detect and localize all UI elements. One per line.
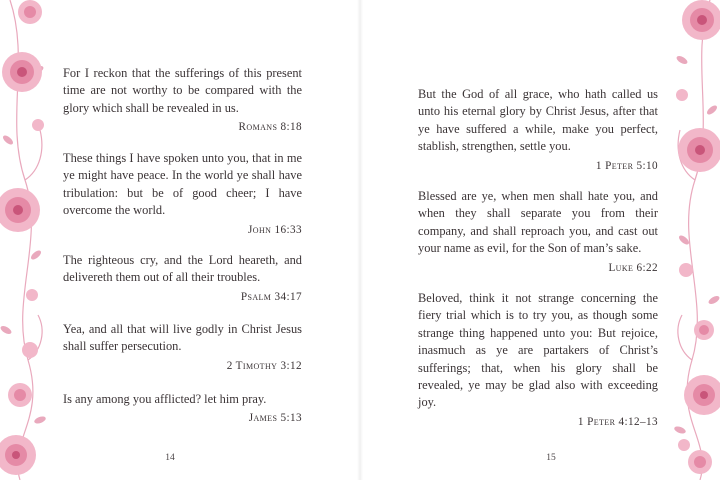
verse-block	[63, 252, 302, 304]
verse-reference: Psalm 34:17	[240, 290, 302, 303]
right-page	[360, 0, 720, 480]
verse-reference: John 16:33	[248, 223, 302, 236]
verse-block	[63, 65, 302, 134]
verse-reference: James 5:13	[248, 412, 302, 425]
verse-text: Yea, and all that will live godly in Christ Jesus shall suffer persecution.	[63, 322, 302, 354]
page-number: 14	[165, 453, 175, 463]
verse-block	[418, 290, 658, 429]
verse-text: The righteous cry, and the Lord heareth, and delivereth them out of all their troubles.	[63, 253, 302, 285]
verse-block	[418, 86, 658, 173]
verse-block	[418, 188, 658, 275]
verse-reference: Luke 6:22	[608, 261, 658, 274]
verse-reference: 2 Timothy 3:12	[226, 359, 302, 372]
verse-reference: 1 Peter 4:12–13	[577, 415, 658, 428]
verse-text: These things I have spoken unto you, that in me ye might have peace. In the world ye shall have tribulation: but be of good cheer; I have overcome the world.	[63, 151, 302, 218]
verse-block	[63, 321, 302, 373]
verse-text: But the God of all grace, who hath called us unto his eternal glory by Christ Jesus, after that ye have suffered a while, make you perfect, stablish, strengthen, settle you.	[418, 87, 658, 154]
verse-text: Blessed are ye, when men shall hate you, and when they shall separate you from their company, and shall reproach you, and cast out your name as evil, for the Son of man’s sake.	[418, 189, 658, 256]
verse-block	[63, 150, 302, 237]
verse-reference: 1 Peter 5:10	[595, 159, 658, 172]
verse-text: Beloved, think it not strange concerning the fiery trial which is to try you, as though some strange thing happened unto you: But rejoice, inasmuch as ye are partakers of Christ’s sufferings; that, when his glory shall be revealed, ye may be glad also with exceeding joy.	[418, 291, 658, 410]
verse-reference: Romans 8:18	[238, 121, 302, 134]
verse-block	[63, 391, 302, 425]
verse-text: For I reckon that the sufferings of this present time are not worthy to be compared with the glory which shall be revealed in us.	[63, 66, 302, 115]
page-number: 15	[546, 453, 556, 463]
verse-text: Is any among you afflicted? let him pray.	[63, 392, 267, 406]
